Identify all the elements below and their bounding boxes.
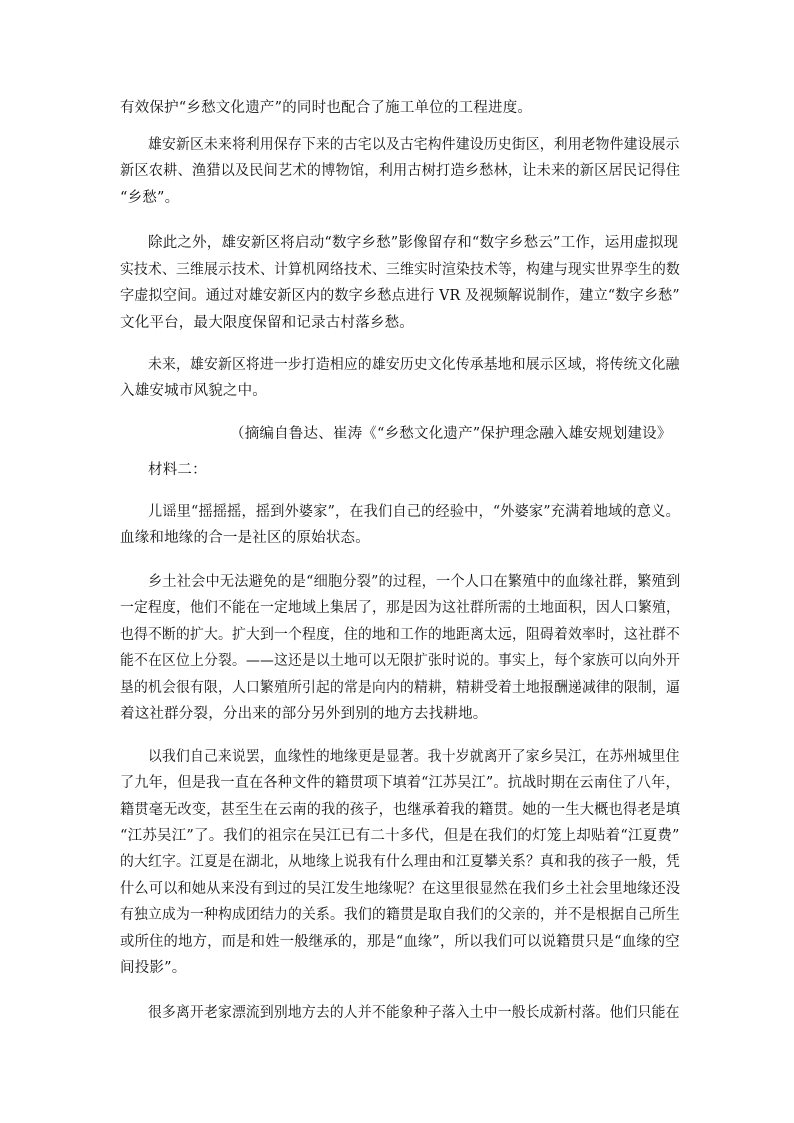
text-line: 什么可以和她从来没有到过的吴江发生地缘呢？在这里很显然在我们乡土社会里地缘还没 [120,881,681,897]
text-line: 一定程度，他们不能在一定地域上集居了，那是因为这社群所需的土地面积，因人口繁殖， [120,600,681,616]
text-line: 的大红字。江夏是在湖北，从地缘上说我有什么理由和江夏攀关系？真和我的孩子一般，凭 [120,854,681,870]
text-line: 雄安新区未来将利用保存下来的古宅以及古宅构件建设历史街区，利用老物件建设展示 [148,137,680,153]
text-line: 或所住的地方，而是和姓一般继承的，那是“血缘”，所以我们可以说籍贯只是“血缘的空 [120,934,680,950]
text-line: 了九年，但是我一直在各种文件的籍贯项下填着“江苏吴江”。抗战时期在云南住了八年， [120,775,680,791]
text-line: “乡愁”。 [120,190,180,206]
text-line: 垦的机会很有限，人口繁殖所引起的常是向内的精耕，精耕受着土地报酬递减律的限制，逼 [120,680,681,696]
text-line: 文化平台，最大限度保留和记录古村落乡愁。 [120,315,414,331]
text-line: “江苏吴江”了。我们的祖宗在吴江已有二十多代，但是在我们的灯笼上却贴着“江夏费” [120,828,680,844]
text-line: 有独立成为一种构成团结力的关系。我们的籍贯是取自我们的父亲的，并不是根据自己所生 [120,907,681,923]
section-heading: 材料二： [148,462,207,478]
text-line: 血缘和地缘的合一是社区的原始状态。 [120,530,370,546]
text-line: 很多离开老家漂流到别地方去的人并不能象种子落入土中一般长成新村落。他们只能在 [148,1005,680,1021]
source-citation: （摘编自鲁达、崔涛《“乡愁文化遗产”保护理念融入雄安规划建设》 [230,426,672,442]
text-line: 着这社群分裂，分出来的部分另外到别的地方去找耕地。 [120,706,488,722]
text-line: 除此之外，雄安新区将启动“数字乡愁”影像留存和“数字乡愁云”工作，运用虚拟现 [148,235,679,251]
text-line: 间投影”。 [120,960,187,976]
text-line: 也得不断的扩大。扩大到一个程度，住的地和工作的地距离太远，阻碍着效率时，这社群不 [120,627,681,643]
text-line: 以我们自己来说罢，血缘性的地缘更是显著。我十岁就离开了家乡吴江，在苏州城里住 [148,749,680,765]
text-line: 新区农耕、渔猎以及民间艺术的博物馆，利用古树打造乡愁林，让未来的新区居民记得住 [120,163,681,179]
text-line: 能不在区位上分裂。——这还是以土地可以无限扩张时说的。事实上，每个家族可以向外开 [120,653,681,669]
text-line: 乡土社会中无法避免的是“细胞分裂”的过程，一个人口在繁殖中的血缘社群，繁殖到 [148,574,681,590]
text-line: 字虚拟空间。通过对雄安新区内的数字乡愁点进行 VR 及视频解说制作，建立“数字乡愁” [120,288,680,304]
text-line: 籍贯毫无改变，甚至生在云南的我的孩子，也继承着我的籍贯。她的一生大概也得老是填 [120,802,681,818]
text-line: 未来，雄安新区将进一步打造相应的雄安历史文化传承基地和展示区域，将传统文化融 [148,357,680,373]
text-line: 有效保护“乡愁文化遗产”的同时也配合了施工单位的工程进度。 [120,100,533,116]
text-line: 儿谣里“摇摇摇，摇到外婆家”，在我们自己的经验中，“外婆家”充满着地域的意义。 [148,504,680,520]
text-line: 入雄安城市风貌之中。 [120,383,267,399]
text-line: 实技术、三维展示技术、计算机网络技术、三维实时渲染技术等，构建与现实世界孪生的数 [120,262,681,278]
